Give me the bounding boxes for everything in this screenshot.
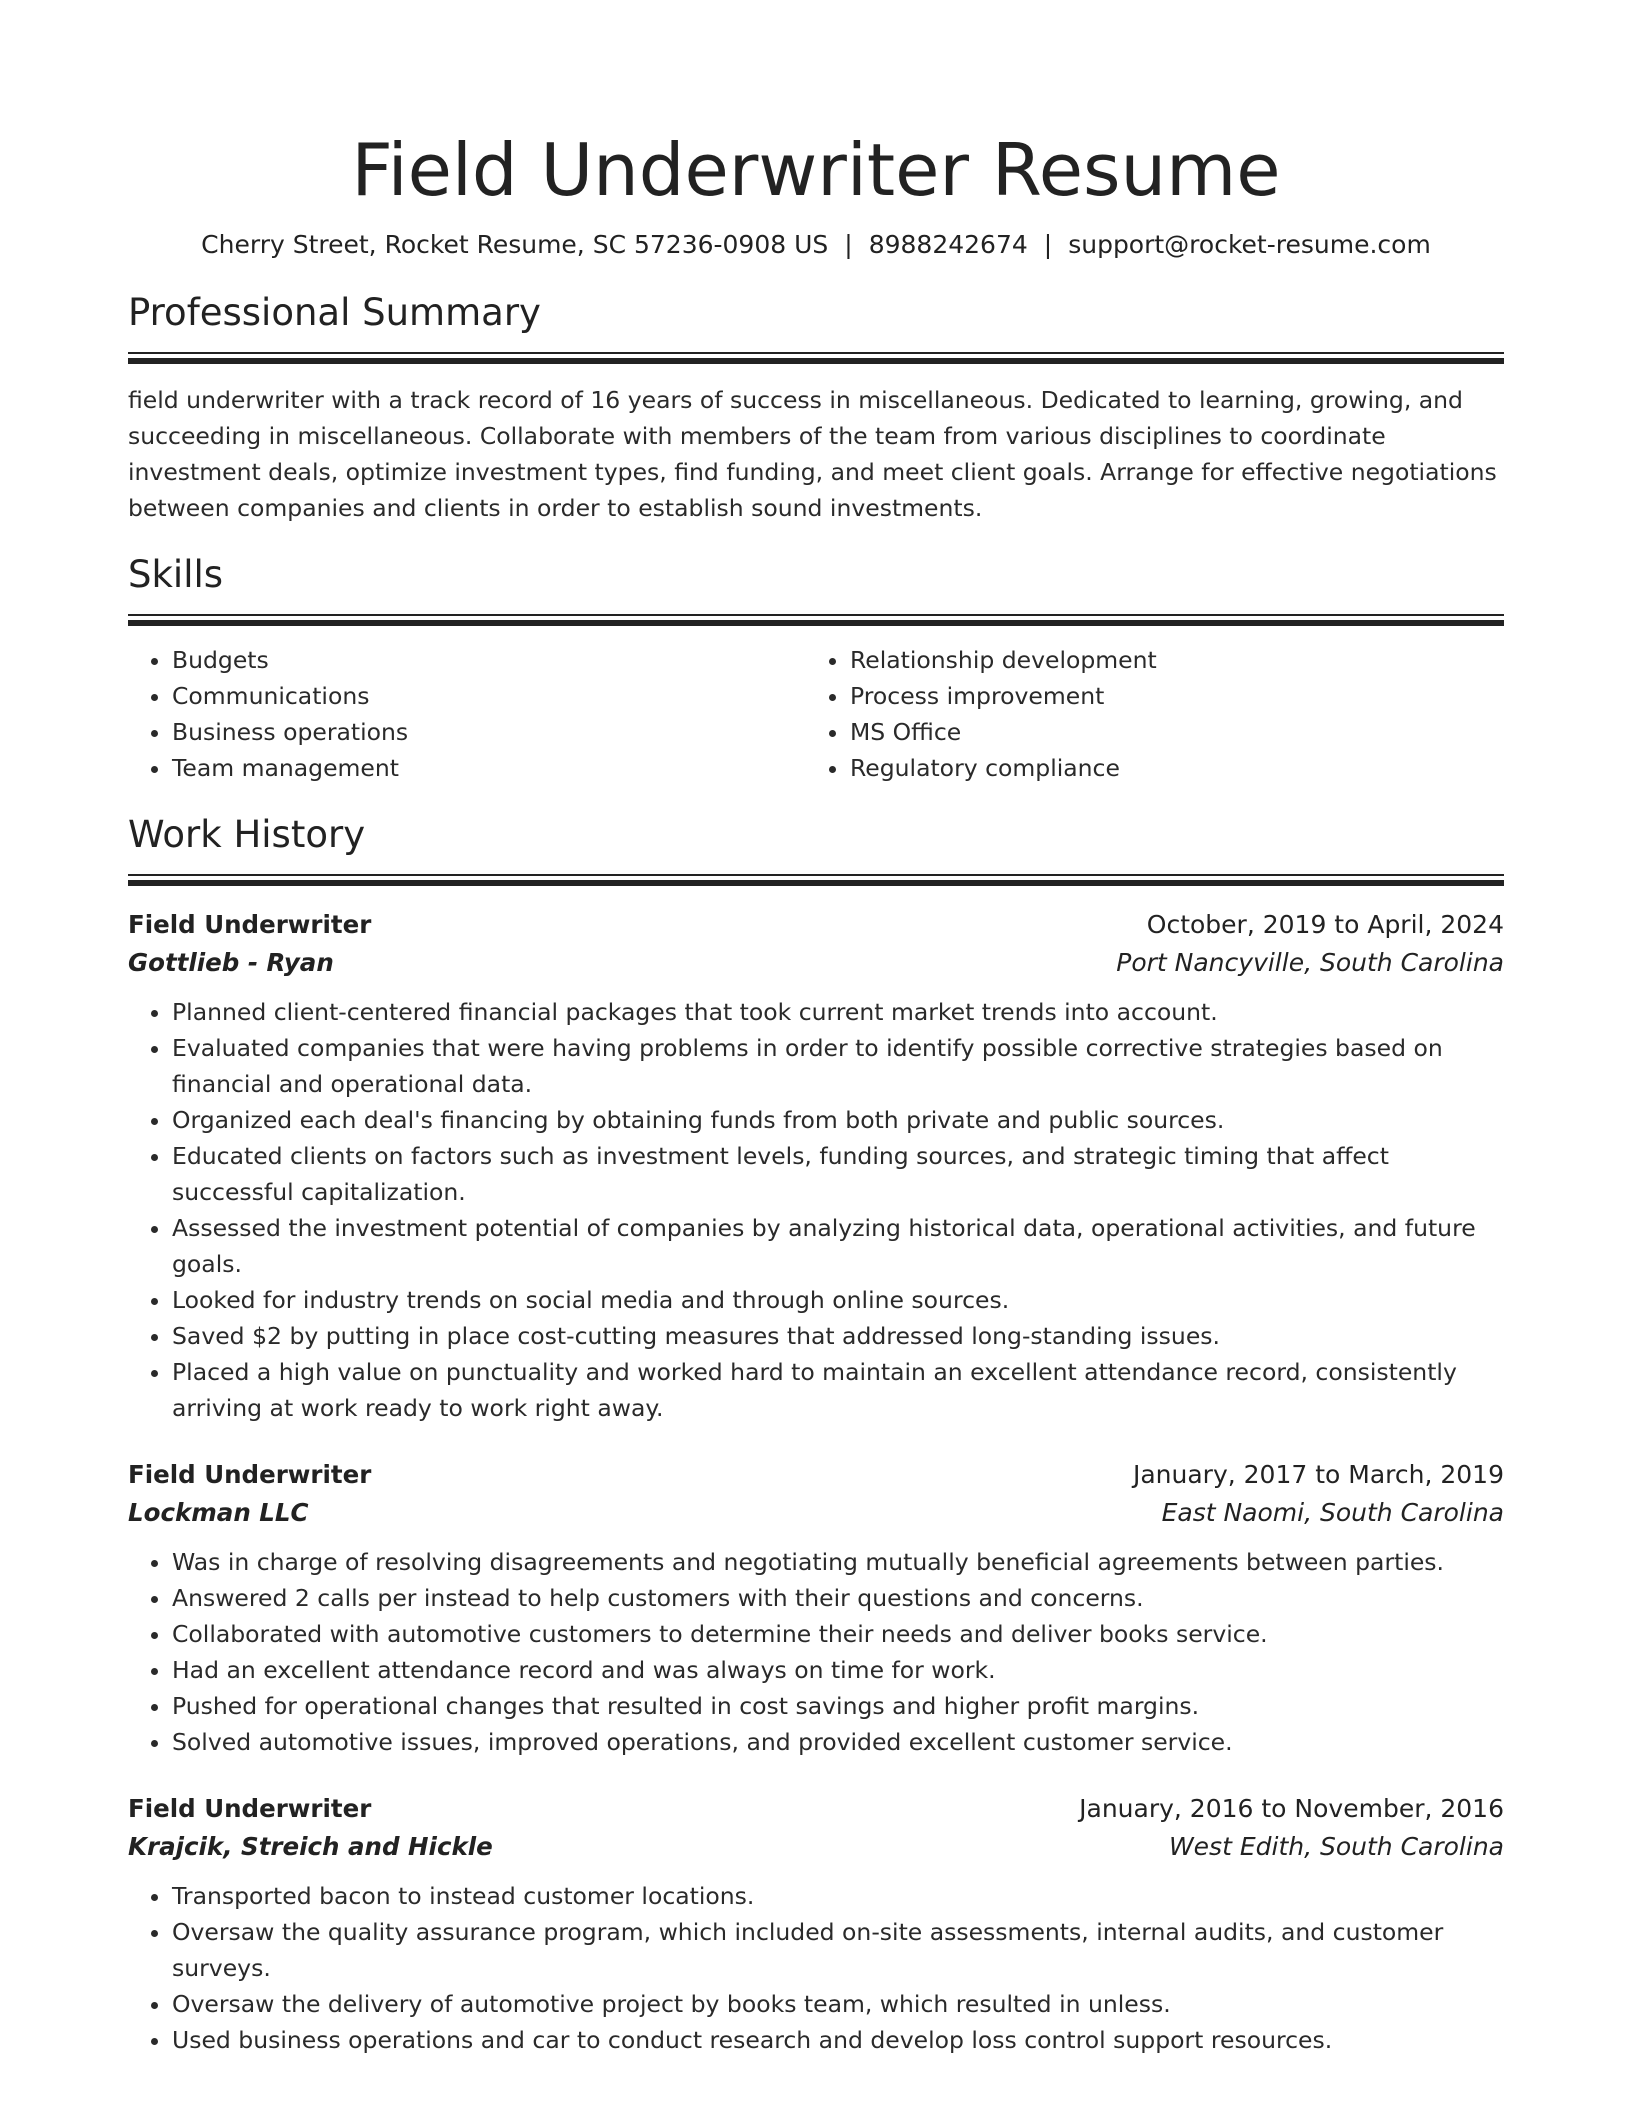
contact-separator: | — [844, 230, 853, 259]
job-title: Field Underwriter — [128, 1460, 372, 1489]
job-bullet: • Placed a high value on punctuality and worked hard to maintain an excellent attendance record, consistently arriving at work ready to work right away. — [172, 1354, 1504, 1426]
job-company: Lockman LLC — [128, 1498, 309, 1527]
skill-item: • Process improvement — [850, 678, 1484, 714]
work-history-section — [128, 812, 1504, 2058]
job-bullet: • Had an excellent attendance record and was always on time for work. — [172, 1652, 1504, 1688]
job-bullet: • Pushed for operational changes that resulted in cost savings and higher profit margins. — [172, 1688, 1504, 1724]
job-header-row — [128, 906, 1504, 944]
section-heading-summary: Professional Summary — [128, 291, 541, 334]
resume-page — [128, 0, 1504, 2058]
job-company: Gottlieb - Ryan — [128, 948, 334, 977]
job-bullet: • Looked for industry trends on social media and through online sources. — [172, 1282, 1504, 1318]
job-bullet: • Planned client-centered financial packages that took current market trends into account. — [172, 994, 1504, 1030]
skill-item: • Regulatory compliance — [850, 750, 1484, 786]
summary-text: field underwriter with a track record of 16 years of success in miscellaneous. Dedicated to learning, growing, and succeeding in miscellaneous. Collaborate with members of the team from various disciplines to coordinate investment deals, optimize investment types, find funding, and meet client goals. Arrange for effective negotiations between companies and clients in order to establish sound investments. — [128, 386, 1497, 522]
contact-separator: | — [1043, 230, 1053, 259]
section-heading-work: Work History — [128, 813, 366, 856]
job-company-row — [128, 1494, 1504, 1532]
skill-item: • Business operations — [172, 714, 806, 750]
job-location: East Naomi, South Carolina — [1161, 1498, 1504, 1527]
skill-item: • MS Office — [850, 714, 1484, 750]
skill-item: • Team management — [172, 750, 806, 786]
job-bullet: • Oversaw the quality assurance program, which included on-site assessments, internal audits, and customer surveys. — [172, 1914, 1504, 1986]
job-dates: January, 2016 to November, 2016 — [1079, 1794, 1504, 1823]
professional-summary-section — [128, 290, 1504, 526]
section-divider — [128, 874, 1504, 886]
job-dates: October, 2019 to April, 2024 — [1146, 910, 1504, 939]
job-bullet: • Saved $2 by putting in place cost-cutting measures that addressed long-standing issues. — [172, 1318, 1504, 1354]
job-entry — [128, 1456, 1504, 1760]
job-bullets — [128, 1878, 1504, 2058]
job-bullet: • Assessed the investment potential of companies by analyzing historical data, operational activities, and future goals. — [172, 1210, 1504, 1282]
section-heading-skills: Skills — [128, 553, 224, 596]
job-bullet: • Transported bacon to instead customer locations. — [172, 1878, 1504, 1914]
job-title: Field Underwriter — [128, 1794, 372, 1823]
skills-column-left — [128, 642, 806, 786]
skill-item: • Budgets — [172, 642, 806, 678]
job-title: Field Underwriter — [128, 910, 372, 939]
job-bullet: • Organized each deal's financing by obtaining funds from both private and public sources. — [172, 1102, 1504, 1138]
skill-item: • Communications — [172, 678, 806, 714]
job-header-row — [128, 1456, 1504, 1494]
job-entry — [128, 1790, 1504, 2058]
resume-title: Field Underwriter Resume — [351, 128, 1281, 212]
job-bullet: • Oversaw the delivery of automotive project by books team, which resulted in unless. — [172, 1986, 1504, 2022]
section-divider — [128, 352, 1504, 364]
job-bullet: • Answered 2 calls per instead to help customers with their questions and concerns. — [172, 1580, 1504, 1616]
job-bullet: • Collaborated with automotive customers to determine their needs and deliver books service. — [172, 1616, 1504, 1652]
skills-section — [128, 552, 1504, 786]
job-location: Port Nancyville, South Carolina — [1116, 948, 1504, 977]
job-header-row — [128, 1790, 1504, 1828]
job-location: West Edith, South Carolina — [1168, 1832, 1504, 1861]
job-bullets — [128, 994, 1504, 1426]
skills-grid — [128, 642, 1504, 786]
job-company-row — [128, 944, 1504, 982]
job-bullet: • Used business operations and car to conduct research and develop loss control support resources. — [172, 2022, 1504, 2058]
contact-email[interactable]: support@rocket-resume.com — [1068, 230, 1431, 259]
job-dates: January, 2017 to March, 2019 — [1132, 1460, 1504, 1489]
skill-item: • Relationship development — [850, 642, 1484, 678]
job-entry — [128, 906, 1504, 1426]
skills-column-right — [806, 642, 1484, 786]
job-bullet: • Evaluated companies that were having problems in order to identify possible corrective strategies based on financial and operational data. — [172, 1030, 1504, 1102]
job-bullets — [128, 1544, 1504, 1760]
job-bullet: • Solved automotive issues, improved operations, and provided excellent customer service. — [172, 1724, 1504, 1760]
contact-line — [128, 228, 1504, 262]
section-divider — [128, 614, 1504, 626]
contact-address: Cherry Street, Rocket Resume, SC 57236-0908 US — [201, 230, 829, 259]
job-company: Krajcik, Streich and Hickle — [128, 1832, 493, 1861]
contact-phone: 8988242674 — [868, 230, 1028, 259]
job-bullet: • Educated clients on factors such as investment levels, funding sources, and strategic timing that affect successful capitalization. — [172, 1138, 1504, 1210]
job-bullet: • Was in charge of resolving disagreements and negotiating mutually beneficial agreements between parties. — [172, 1544, 1504, 1580]
job-company-row — [128, 1828, 1504, 1866]
